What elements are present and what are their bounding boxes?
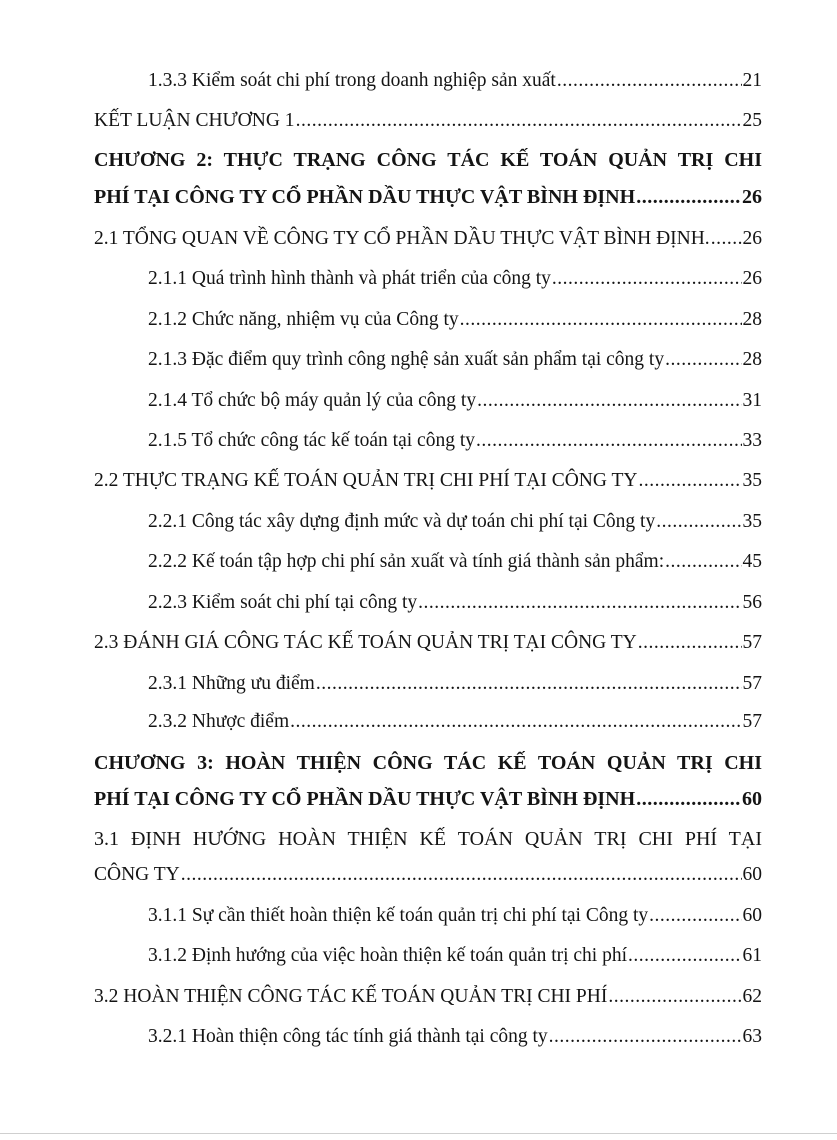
toc-entry-2-1-4[interactable] [148, 388, 762, 414]
toc-page-number: 28 [742, 349, 762, 370]
toc-entry-3-1[interactable] [94, 862, 762, 888]
dot-leader [711, 226, 742, 252]
toc-page-number: 26 [742, 186, 762, 208]
dot-leader [638, 468, 741, 494]
dot-leader [476, 428, 742, 454]
toc-chapter-3-heading-line-1[interactable]: CHƯƠNG 3: HOÀN THIỆN CÔNG TÁC KẾ TOÁN QUẢN TRỊ CHI [94, 752, 762, 774]
toc-entry-3-2[interactable] [94, 984, 762, 1010]
toc-entry-3-1-2[interactable] [148, 943, 762, 969]
dot-leader [636, 184, 741, 210]
dot-leader [636, 786, 741, 812]
dot-leader [608, 984, 741, 1010]
dot-leader [557, 68, 742, 94]
toc-entry-title: 3.1.2 Định hướng của việc hoàn thiện kế toán quản trị chi phí [148, 945, 628, 966]
dot-leader [460, 307, 742, 333]
toc-entry-title: KẾT LUẬN CHƯƠNG 1 [94, 110, 295, 131]
toc-page-number: 25 [742, 110, 762, 131]
toc-page-number: 60 [742, 905, 762, 926]
toc-entry-title: 2.1.2 Chức năng, nhiệm vụ của Công ty [148, 309, 459, 330]
toc-entry-2-2[interactable] [94, 468, 762, 494]
toc-entry-title: CÔNG TY [94, 864, 180, 885]
toc-entry-ket-luan-chuong-1[interactable] [94, 108, 762, 134]
toc-page-number: 45 [742, 551, 762, 572]
toc-entry-2-3[interactable] [94, 630, 762, 656]
toc-entry-2-1-1[interactable] [148, 266, 762, 292]
dot-leader [638, 630, 742, 656]
dot-leader [477, 388, 741, 414]
toc-entry-title: 2.2.2 Kế toán tập hợp chi phí sản xuất và tính giá thành sản phẩm: [148, 551, 665, 572]
dot-leader [296, 108, 742, 134]
toc-entry-title: 3.1.1 Sự cần thiết hoàn thiện kế toán quản trị chi phí tại Công ty [148, 905, 649, 926]
dot-leader [290, 709, 741, 735]
toc-page-number: 28 [742, 309, 762, 330]
toc-page-number: 21 [742, 70, 762, 91]
toc-page-number: 26 [742, 228, 762, 249]
toc-entry-title: 2.1.5 Tổ chức công tác kế toán tại công ty [148, 430, 475, 451]
toc-entry-title: 2.3.2 Nhược điểm [148, 711, 290, 732]
dot-leader [181, 862, 742, 888]
toc-entry-title: 3.2 HOÀN THIỆN CÔNG TÁC KẾ TOÁN QUẢN TRỊ CHI PHÍ [94, 986, 608, 1007]
toc-page-number: 57 [742, 711, 762, 732]
toc-entry-title: PHÍ TẠI CÔNG TY CỔ PHẦN DẦU THỰC VẬT BÌNH ĐỊNH [94, 186, 636, 208]
toc-entry-title: 2.3 ĐÁNH GIÁ CÔNG TÁC KẾ TOÁN QUẢN TRỊ TẠI CÔNG TY [94, 632, 637, 653]
toc-page-number: 26 [742, 268, 762, 289]
toc-page-number: 61 [742, 945, 762, 966]
toc-page-number: 33 [742, 430, 762, 451]
toc-page-number: 57 [742, 632, 762, 653]
toc-entry-2-1[interactable] [94, 226, 762, 252]
toc-entry-chuong-2[interactable] [94, 184, 762, 210]
toc-page-number: 63 [742, 1026, 762, 1047]
toc-entry-2-3-2[interactable] [148, 709, 762, 735]
dot-leader [552, 266, 742, 292]
toc-entry-2-2-2[interactable] [148, 549, 762, 575]
toc-entry-2-1-5[interactable] [148, 428, 762, 454]
toc-entry-title: 3.2.1 Hoàn thiện công tác tính giá thành tại công ty [148, 1026, 548, 1047]
toc-page-number: 60 [742, 788, 762, 810]
toc-chapter-2-heading-line-1[interactable]: CHƯƠNG 2: THỰC TRẠNG CÔNG TÁC KẾ TOÁN QUẢN TRỊ CHI [94, 149, 762, 171]
toc-page-number: 56 [742, 592, 762, 613]
toc-entry-title: PHÍ TẠI CÔNG TY CỔ PHẦN DẦU THỰC VẬT BÌNH ĐỊNH [94, 788, 636, 810]
toc-entry-2-2-3[interactable] [148, 590, 762, 616]
toc-page-number: 35 [742, 470, 762, 491]
toc-entry-title: 2.1.1 Quá trình hình thành và phát triển của công ty [148, 268, 551, 289]
toc-entry-2-1-3[interactable] [148, 347, 762, 373]
dot-leader [316, 671, 742, 697]
toc-entry-2-2-1[interactable] [148, 509, 762, 535]
toc-page-number: 60 [742, 864, 762, 885]
dot-leader [628, 943, 741, 969]
dot-leader [549, 1024, 742, 1050]
toc-entry-3-2-1[interactable] [148, 1024, 762, 1050]
page-bottom-divider [0, 1133, 837, 1134]
toc-entry-title: 2.2.3 Kiểm soát chi phí tại công ty [148, 592, 418, 613]
dot-leader [665, 347, 741, 373]
toc-section-3-1-heading-line-1[interactable]: 3.1 ĐỊNH HƯỚNG HOÀN THIỆN KẾ TOÁN QUẢN TRỊ CHI PHÍ TẠI [94, 828, 762, 850]
toc-entry-title: 2.1 TỔNG QUAN VỀ CÔNG TY CỔ PHẦN DẦU THỰC VẬT BÌNH ĐỊNH. [94, 228, 710, 249]
toc-entry-1-3-3[interactable] [148, 68, 762, 94]
toc-entry-2-1-2[interactable] [148, 307, 762, 333]
dot-leader [418, 590, 741, 616]
dot-leader [656, 509, 741, 535]
toc-page-number: 31 [742, 390, 762, 411]
toc-entry-2-3-1[interactable] [148, 671, 762, 697]
toc-page-number: 57 [742, 673, 762, 694]
toc-entry-title: 2.1.4 Tổ chức bộ máy quản lý của công ty [148, 390, 477, 411]
toc-entry-title: 2.2 THỰC TRẠNG KẾ TOÁN QUẢN TRỊ CHI PHÍ TẠI CÔNG TY [94, 470, 638, 491]
toc-page-number: 35 [742, 511, 762, 532]
toc-entry-chuong-3[interactable] [94, 786, 762, 812]
toc-entry-title: 1.3.3 Kiểm soát chi phí trong doanh nghiệp sản xuất [148, 70, 556, 91]
dot-leader [649, 903, 741, 929]
toc-entry-title: 2.2.1 Công tác xây dựng định mức và dự toán chi phí tại Công ty [148, 511, 656, 532]
toc-page-number: 62 [742, 986, 762, 1007]
toc-entry-title: 2.3.1 Những ưu điểm [148, 673, 315, 694]
dot-leader [665, 549, 741, 575]
toc-entry-title: 2.1.3 Đặc điểm quy trình công nghệ sản xuất sản phẩm tại công ty [148, 349, 665, 370]
toc-entry-3-1-1[interactable] [148, 903, 762, 929]
